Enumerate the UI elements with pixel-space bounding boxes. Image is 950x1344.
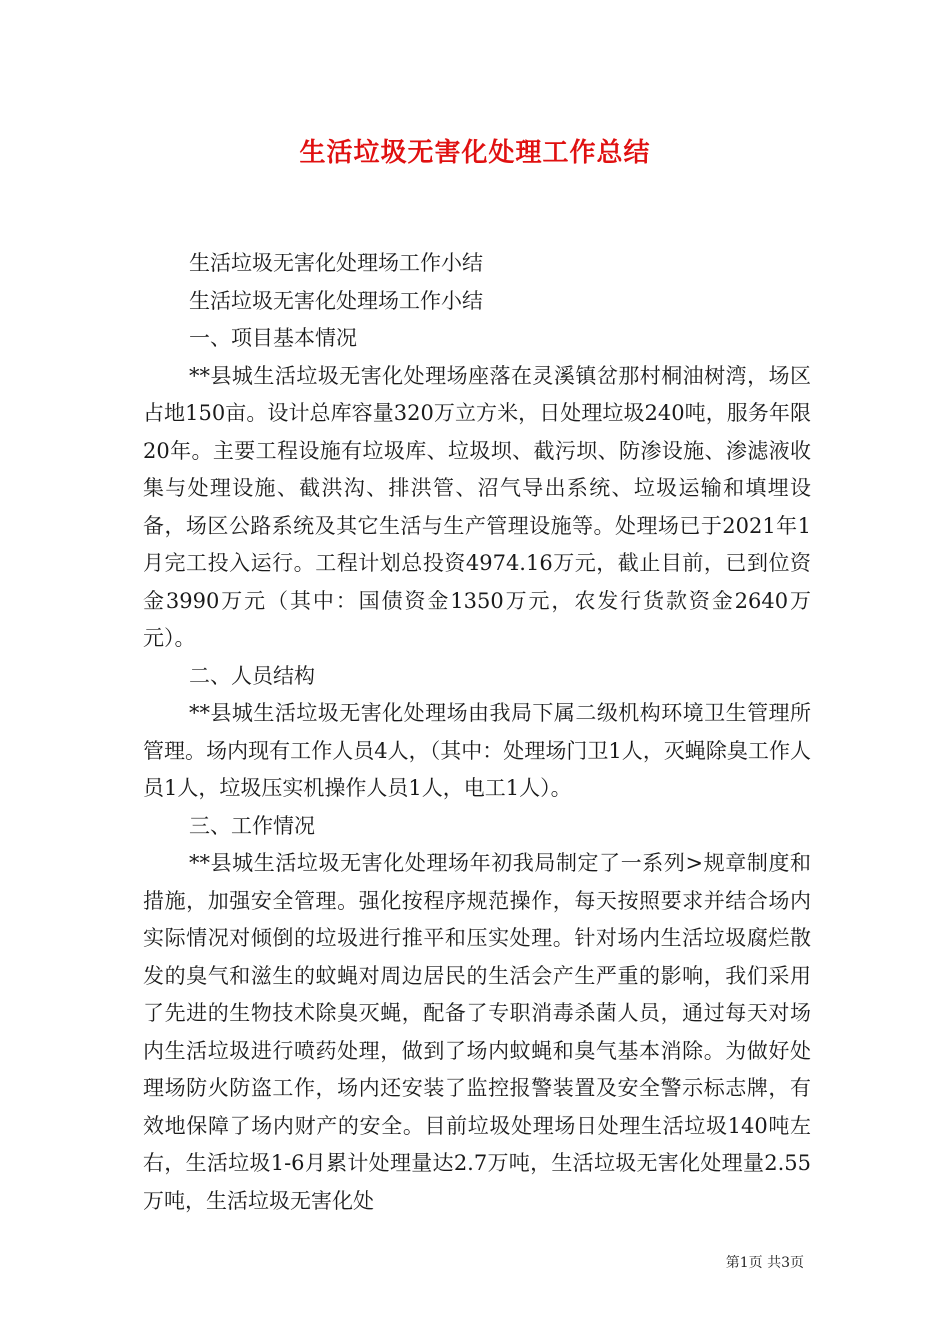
paragraph-work-info: **县城生活垃圾无害化处理场年初我局制定了一系列>规章制度和措施，加强安全管理。强化按程序规范操作，每天按照要求并结合场内实际情况对倾倒的垃圾进行推平和压实处理。针对场内生活垃圾腐烂散发的臭气和滋生的蚊蝇对周边居民的生活会产生严重的影响，我们采用了先进的生物技术除臭灭蝇，配备了专职消毒杀菌人员，通过每天对场内生活垃圾进行喷药处理，做到了场内蚊蝇和臭气基本消除。为做好处理场防火防盗工作，场内还安装了监控报警装置及安全警示标志牌，有效地保障了场内财产的安全。目前垃圾处理场日处理生活垃圾140吨左右，生活垃圾1-6月累计处理量达2.7万吨，生活垃圾无害化处理量2.55万吨，生活垃圾无害化处 [143, 851, 811, 1213]
paragraph-subtitle-1: 生活垃圾无害化处理场工作小结 [189, 251, 483, 275]
document-body [143, 245, 811, 1220]
section-heading-work: 三、工作情况 [189, 813, 315, 838]
section-heading-project: 一、项目基本情况 [189, 326, 357, 350]
paragraph-staff-info: **县城生活垃圾无害化处理场由我局下属二级机构环境卫生管理所管理。场内现有工作人员4人，（其中：处理场门卫1人，灭蝇除臭工作人员1人，垃圾压实机操作人员1人，电工1人）。 [143, 701, 811, 800]
section-heading-staff: 二、人员结构 [189, 663, 315, 688]
document-title: 生活垃圾无害化处理工作总结 [299, 138, 651, 168]
page-number: 第1页 共3页 [725, 1255, 804, 1271]
paragraph-subtitle-2: 生活垃圾无害化处理场工作小结 [189, 288, 483, 313]
paragraph-project-info: **县城生活垃圾无害化处理场座落在灵溪镇岔那村桐油树湾，场区占地150亩。设计总库容量320万立方米，日处理垃圾240吨，服务年限20年。主要工程设施有垃圾库、垃圾坝、截污坝、防渗设施、渗滤液收集与处理设施、截洪沟、排洪管、沼气导出系统、垃圾运输和填埋设备，场区公路系统及其它生活与生产管理设施等。处理场已于2021年1月完工投入运行。工程计划总投资4974.16万元，截止目前，已到位资金3990万元（其中：国债资金1350万元，农发行货款资金2640万元）。 [143, 363, 811, 650]
